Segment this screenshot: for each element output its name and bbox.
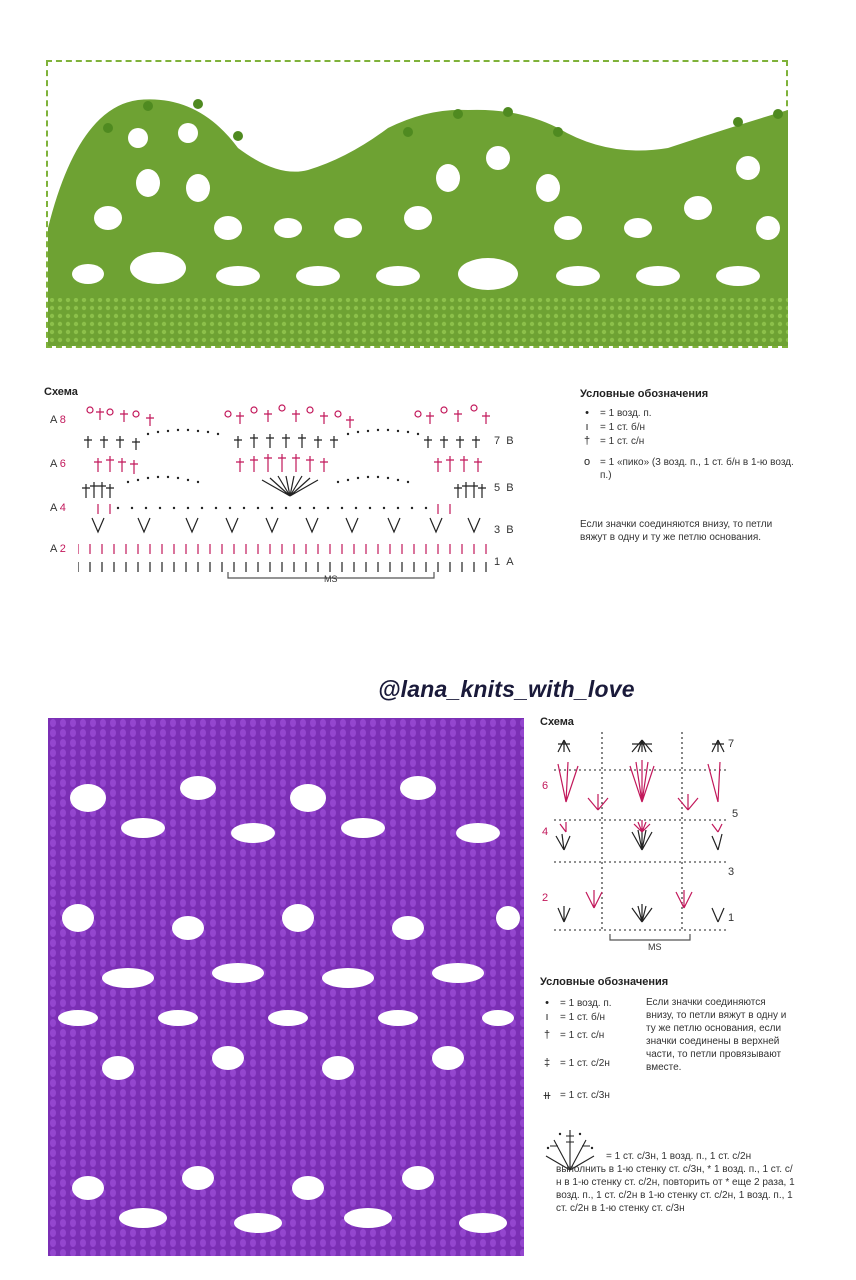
row-number-right: 1 <box>728 912 735 924</box>
row-label-left: A 2 <box>50 543 66 555</box>
legend-title-top: Условные обозначения <box>580 388 709 400</box>
legend-item: ‡ = 1 ст. с/2н <box>540 1046 640 1080</box>
triple-treble-icon: ⧺ <box>542 1089 552 1102</box>
row-number-right: 7 <box>728 738 735 750</box>
legend-item: † = 1 ст. с/н <box>540 1024 640 1046</box>
row-number-left: 6 <box>542 780 549 792</box>
row-label-right: 1 A <box>494 556 514 568</box>
repeat-label: MS <box>648 942 662 952</box>
chart-symbols-bottom <box>554 732 728 957</box>
legend-item: • = 1 возд. п. <box>580 406 810 420</box>
row-label-left: A 8 <box>50 414 66 426</box>
legend-item: • = 1 возд. п. <box>540 996 640 1010</box>
row-label-right: 7 B <box>494 435 514 447</box>
legend-bottom <box>540 996 640 1110</box>
note-bottom: Если значки соединяются внизу, то петли вяжут в одну и ту же петлю основания, если значки соединены в верхней части, то петли провязывают вместе. <box>646 997 787 1073</box>
row-label-left: A 4 <box>50 502 66 514</box>
row-label-left: A 6 <box>50 458 66 470</box>
fan-description: = 1 ст. с/3н, 1 возд. п., 1 ст. с/2н выполнить в 1-ю стенку ст. с/3н, * 1 возд. п., 1 ст. с/н в 1-ю стенку ст. с/2н, повторить от * еще 2 раза, 1 возд. п., 1 ст. с/2н в 1-ю стенку ст. с/2н, 1 возд. п., 1 ст. с/2н в 1-ю стенку ст. с/3н <box>556 1151 795 1214</box>
legend-top <box>580 406 810 482</box>
chart-symbols-top <box>78 400 492 585</box>
row-label-right: 3 B <box>494 524 514 536</box>
legend-item: † = 1 ст. с/н <box>580 434 810 448</box>
double-crochet-icon: † <box>583 435 591 447</box>
repeat-label: MS <box>324 574 338 584</box>
crochet-chart-top <box>40 400 540 585</box>
picot-icon: o <box>583 456 591 468</box>
crochet-chart-bottom <box>538 732 748 957</box>
row-number-right: 3 <box>728 866 735 878</box>
double-treble-icon: ‡ <box>543 1057 551 1069</box>
watermark: @lana_knits_with_love <box>378 676 635 702</box>
legend-item: o = 1 «пико» (3 возд. п., 1 ст. б/н в 1-ю возд. п.) <box>580 456 810 482</box>
legend-item: ı = 1 ст. б/н <box>540 1010 640 1024</box>
row-label-right: 5 B <box>494 482 514 494</box>
legend-item: ı = 1 ст. б/н <box>580 420 810 434</box>
chain-icon: • <box>585 407 589 419</box>
double-crochet-icon: † <box>543 1029 551 1041</box>
chain-icon: • <box>545 997 549 1009</box>
row-number-right: 5 <box>732 808 739 820</box>
purple-lace-photo <box>48 718 524 1256</box>
legend-title-bottom: Условные обозначения <box>540 976 669 988</box>
row-number-left: 4 <box>542 826 549 838</box>
legend-item: ⧺ = 1 ст. с/3н <box>540 1080 640 1110</box>
single-crochet-icon: ı <box>545 1011 549 1023</box>
schema-title-bottom: Схема <box>540 716 574 728</box>
green-lace-photo <box>48 88 788 348</box>
single-crochet-icon: ı <box>585 421 589 433</box>
note-top: Если значки соединяются внизу, то петли вяжут в одну и ту же петлю основания. <box>580 519 773 543</box>
row-number-left: 2 <box>542 892 549 904</box>
schema-title-top: Схема <box>44 386 78 398</box>
